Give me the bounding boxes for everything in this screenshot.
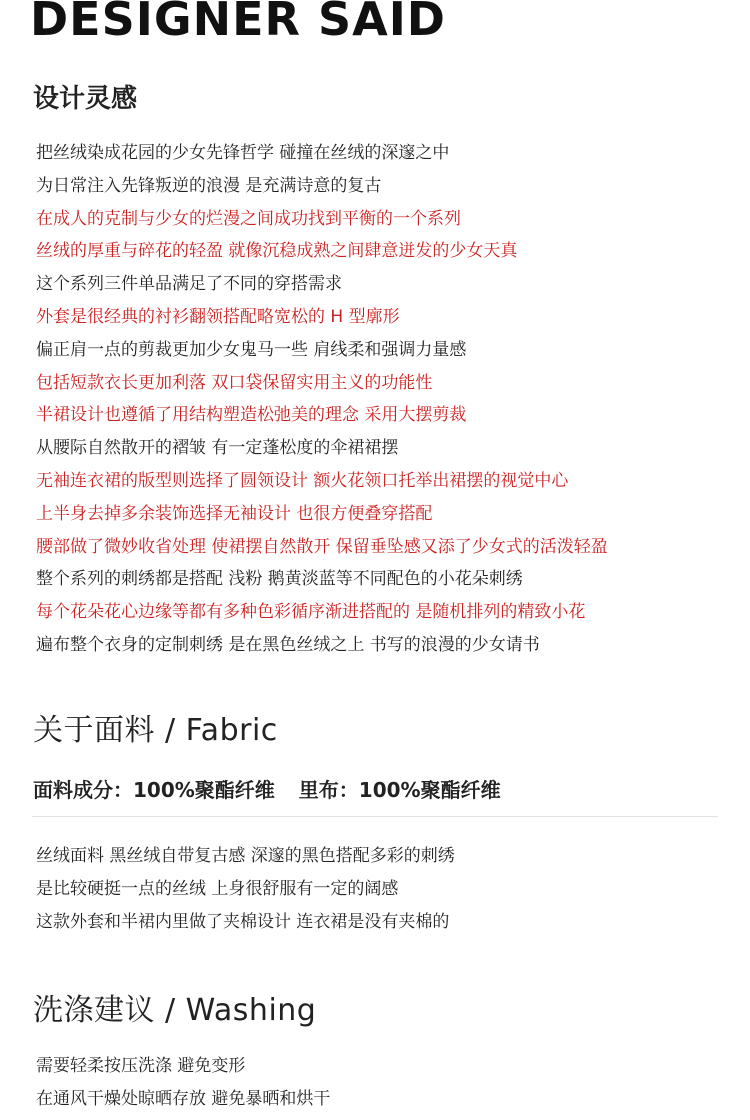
fabric-line: 是比较硬挺一点的丝绒 上身很舒服有一定的阔感 [36,878,399,899]
inspiration-text [36,137,608,662]
fabric-line: 这款外套和半裙内里做了夹棉设计 连衣裙是没有夹棉的 [36,911,450,932]
fabric-spec [33,780,501,800]
inspiration-line: 上半身去掉多余装饰选择无袖设计 也很方便叠穿搭配 [36,503,433,524]
fabric-text [36,840,455,938]
inspiration-line: 整个系列的刺绣都是搭配 浅粉 鹅黄淡蓝等不同配色的小花朵刺绣 [36,569,523,590]
fabric-composition: 面料成分：100%聚酯纤维 [33,778,275,802]
fabric-line: 丝绒面料 黑丝绒自带复古感 深邃的黑色搭配多彩的刺绣 [36,846,455,866]
brand-logo: DESIGNER SAID [30,0,446,46]
fabric-lining: 里布：100%聚酯纤维 [298,778,501,802]
fabric-title: 关于面料 / Fabric [33,713,278,748]
washing-title: 洗涤建议 / Washing [33,993,317,1028]
inspiration-line: 为日常注入先锋叛逆的浪漫 是充满诗意的复古 [36,175,382,196]
section-divider [32,816,718,817]
inspiration-line: 包括短款衣长更加利落 双口袋保留实用主义的功能性 [36,372,433,393]
inspiration-line: 偏正肩一点的剪裁更加少女鬼马一些 肩线柔和强调力量感 [36,339,467,360]
inspiration-line: 外套是很经典的衬衫翻领搭配略宽松的 H 型廓形 [36,306,400,327]
inspiration-line: 无袖连衣裙的版型则选择了圆领设计 额火花领口托举出裙摆的视觉中心 [36,470,569,491]
inspiration-line: 在成人的克制与少女的烂漫之间成功找到平衡的一个系列 [36,208,461,229]
inspiration-line: 把丝绒染成花园的少女先锋哲学 碰撞在丝绒的深邃之中 [36,143,450,163]
inspiration-title: 设计灵感 [33,84,138,114]
inspiration-line: 从腰际自然散开的褶皱 有一定蓬松度的伞裙裙摆 [36,438,399,459]
inspiration-line: 这个系列三件单品满足了不同的穿搭需求 [36,274,342,295]
washing-line: 在通风干燥处晾晒存放 避免暴晒和烘干 [36,1088,331,1109]
inspiration-line: 腰部做了微妙收省处理 使裙摆自然散开 保留垂坠感又添了少女式的活泼轻盈 [36,536,608,557]
washing-text [36,1050,330,1116]
inspiration-line: 每个花朵花心边缘等都有多种色彩循序渐进搭配的 是随机排列的精致小花 [36,602,586,623]
inspiration-line: 半裙设计也遵循了用结构塑造松弛美的理念 采用大摆剪裁 [36,405,467,426]
washing-line: 需要轻柔按压洗涤 避免变形 [36,1056,246,1076]
inspiration-line: 遍布整个衣身的定制刺绣 是在黑色丝绒之上 书写的浪漫的少女请书 [36,634,540,655]
inspiration-line: 丝绒的厚重与碎花的轻盈 就像沉稳成熟之间肆意迸发的少女天真 [36,241,518,262]
